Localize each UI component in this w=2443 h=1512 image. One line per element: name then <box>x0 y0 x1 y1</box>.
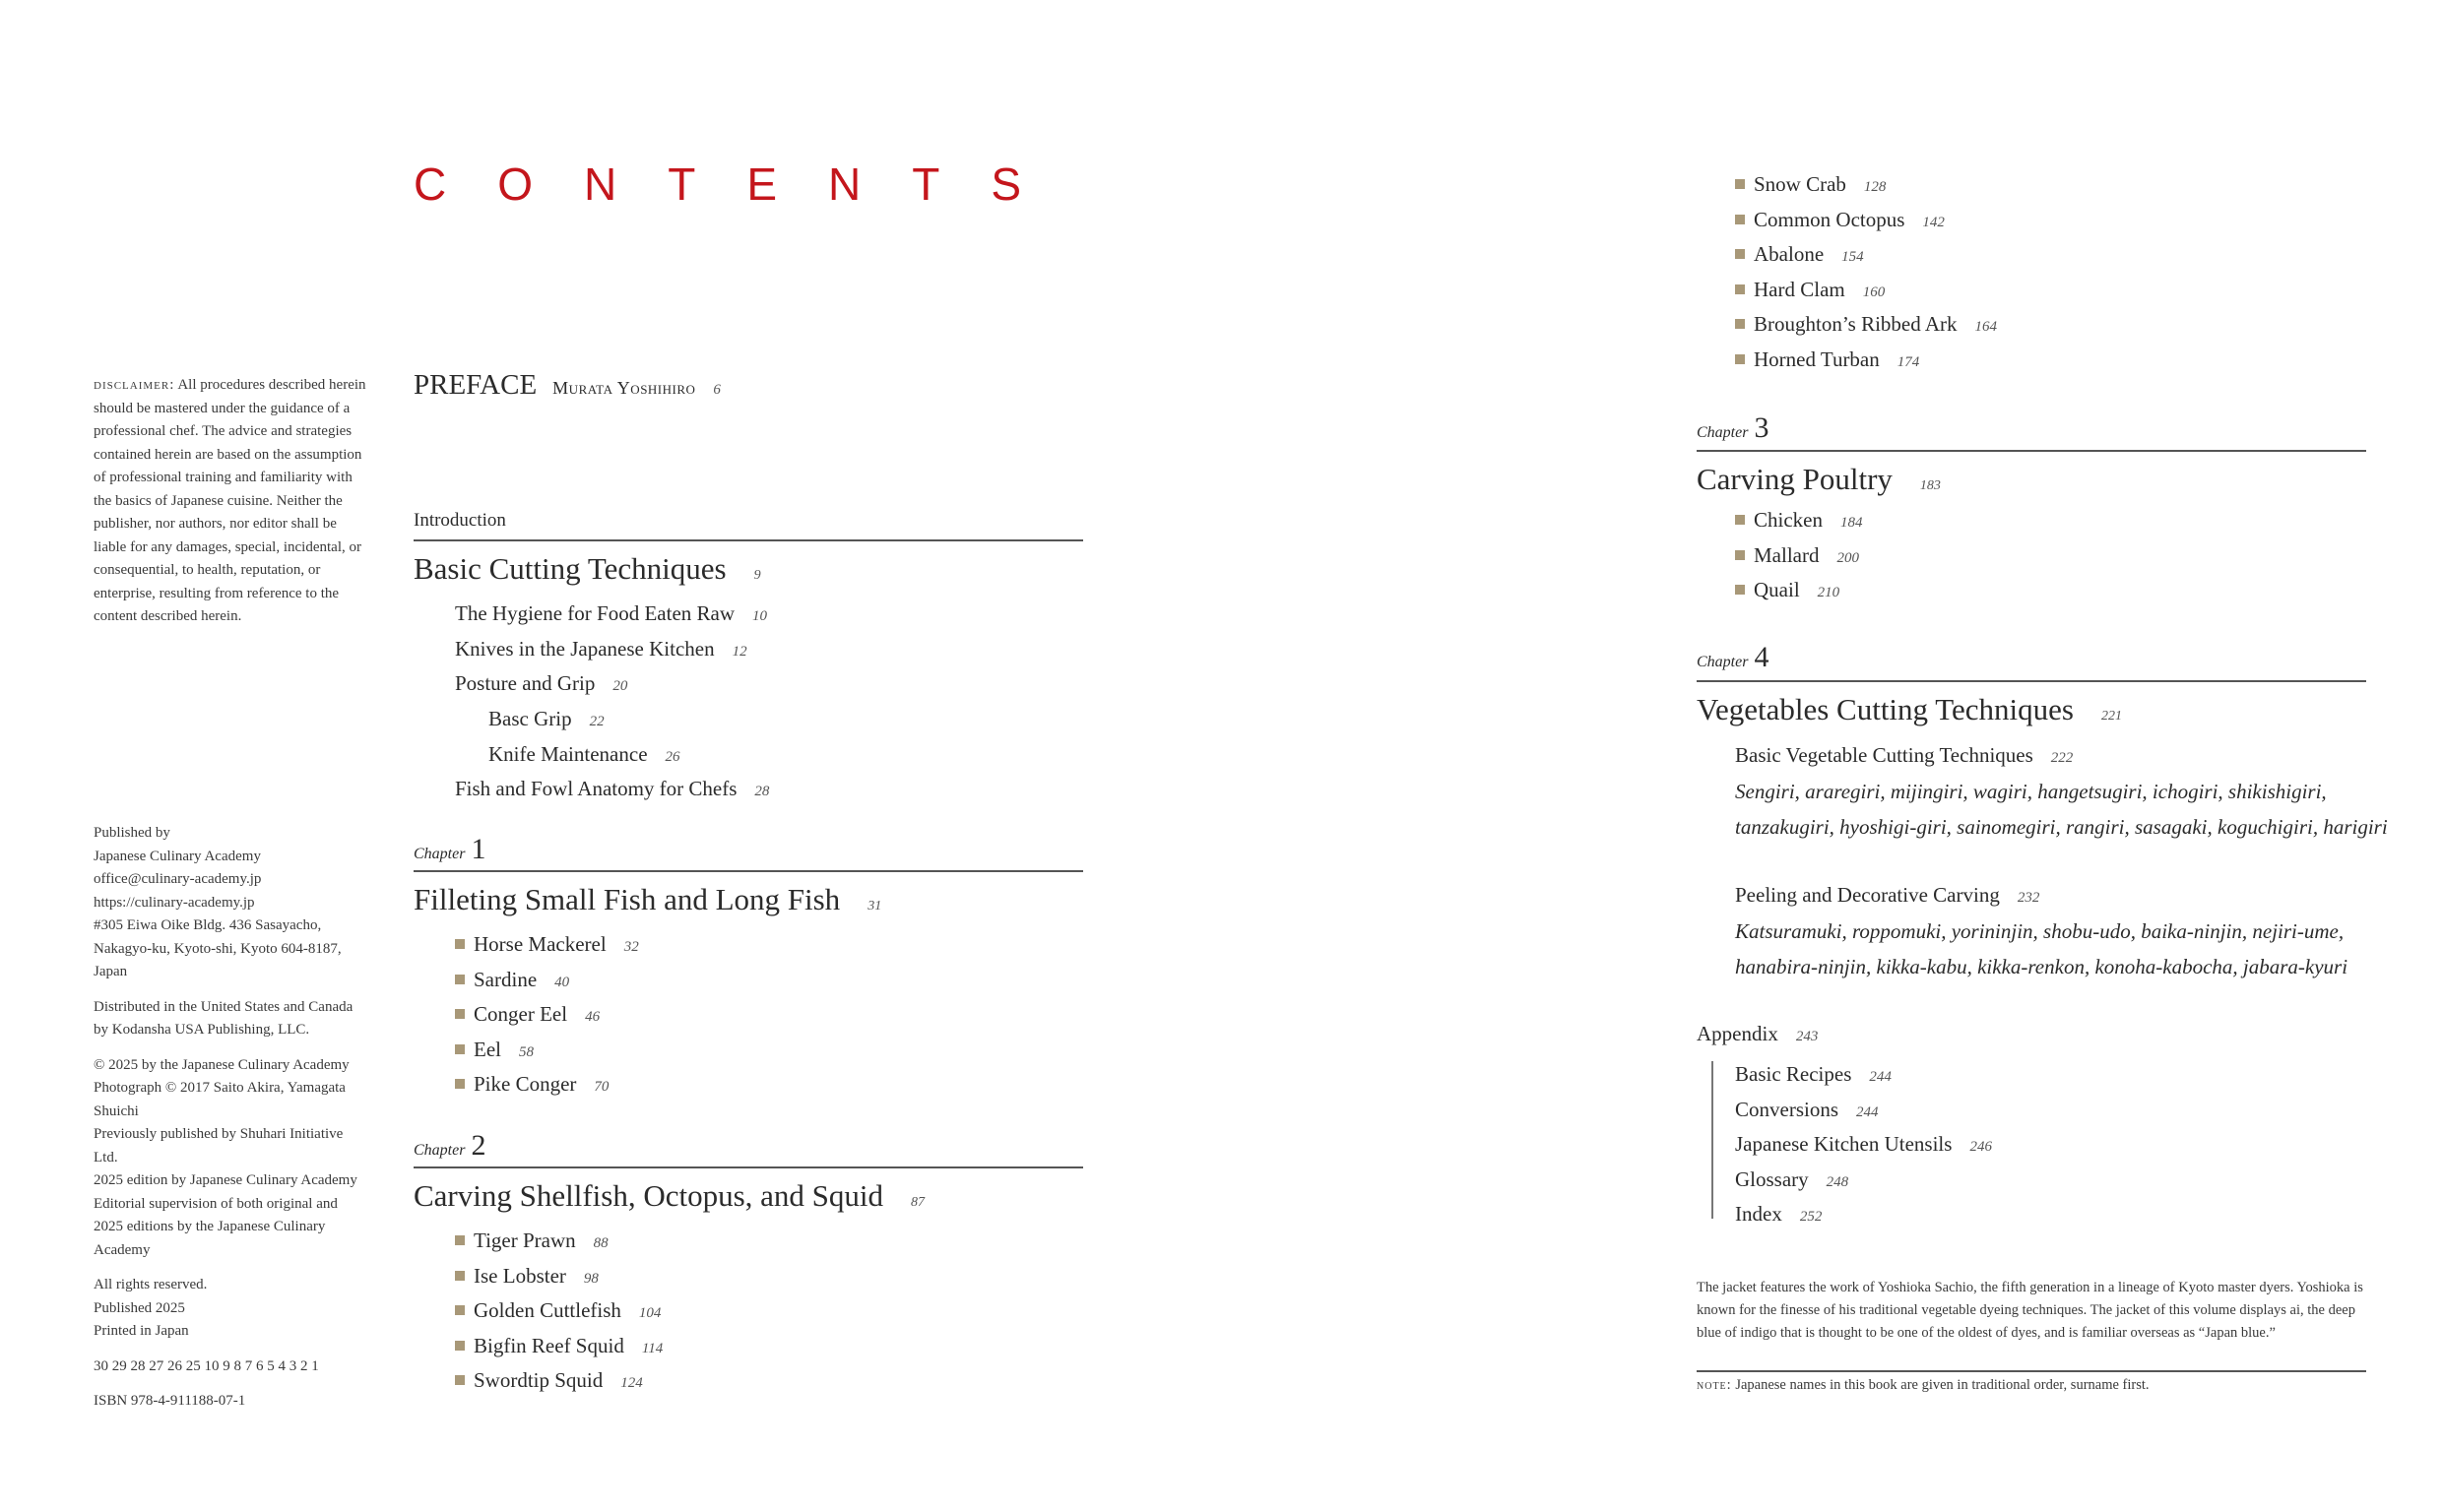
page-number: 87 <box>911 1195 926 1210</box>
heading-text: Appendix <box>1697 1022 1778 1045</box>
page-number: 210 <box>1817 585 1840 600</box>
page-number: 248 <box>1826 1173 1849 1190</box>
chapter-1-label <box>414 833 485 866</box>
page-number: 174 <box>1897 353 1920 370</box>
introduction-sublist <box>488 702 680 772</box>
toc-entry[interactable] <box>455 927 639 963</box>
toc-entry[interactable] <box>1735 538 1862 574</box>
appendix-list <box>1735 1057 1992 1232</box>
page-title: CONTENTS <box>414 158 1072 210</box>
chapter-number: 1 <box>471 833 486 865</box>
page-number: 88 <box>593 1235 609 1251</box>
page-number: 31 <box>868 899 882 914</box>
introduction-list <box>455 597 767 702</box>
page-number: 28 <box>754 784 770 799</box>
toc-heading-chapter-1[interactable] <box>414 882 881 917</box>
page-number: 142 <box>1922 214 1945 230</box>
entry-title: Knife Maintenance <box>488 741 648 766</box>
page-number: 184 <box>1839 515 1863 531</box>
toc-entry[interactable] <box>455 997 639 1033</box>
page-number: 10 <box>752 608 768 624</box>
copyright-line: Previously published by Shuhari Initiative Ltd. <box>94 1126 344 1166</box>
page-number: 46 <box>585 1009 601 1025</box>
toc-entry[interactable] <box>1735 738 2073 774</box>
entry-title: Quail <box>1754 578 1800 601</box>
toc-entry[interactable] <box>455 963 639 998</box>
toc-entry[interactable] <box>455 666 767 702</box>
page-number: 26 <box>665 748 680 765</box>
entry-title: Snow Crab <box>1754 172 1846 196</box>
entry-title: Ise Lobster <box>474 1263 566 1288</box>
page-number: 160 <box>1862 284 1886 300</box>
chapter-word: Chapter <box>414 1142 466 1159</box>
cutting-terms <box>1735 774 2388 845</box>
toc-entry[interactable] <box>1735 203 1997 238</box>
page-number: 222 <box>2050 750 2074 766</box>
chapter-3-label <box>1697 411 1768 445</box>
page-number: 164 <box>1974 319 1998 335</box>
toc-entry[interactable] <box>455 1067 639 1102</box>
toc-entry[interactable] <box>455 1363 663 1399</box>
page-number: 32 <box>623 939 639 955</box>
page-number: 244 <box>1869 1069 1892 1085</box>
page-number: 244 <box>1856 1103 1879 1120</box>
toc-entry[interactable] <box>1735 273 1997 308</box>
disclaimer <box>94 374 369 641</box>
copyright-line: Photograph © 2017 Saito Akira, Yamagata Shuichi <box>94 1080 346 1119</box>
toc-entry[interactable] <box>1735 1197 1992 1232</box>
entry-title: Knives in the Japanese Kitchen <box>455 636 715 661</box>
chapter-2-list <box>455 1224 663 1399</box>
toc-entry[interactable] <box>455 1224 663 1259</box>
chapter-word: Chapter <box>1697 424 1749 441</box>
entry-title: Horse Mackerel <box>474 932 607 956</box>
entry-title: Sardine <box>474 967 538 991</box>
entry-title: Tiger Prawn <box>474 1228 576 1252</box>
copyright-line: 2025 edition by Japanese Culinary Academy <box>94 1172 357 1188</box>
toc-heading-appendix[interactable] <box>1697 1022 1818 1046</box>
publisher-address: #305 Eiwa Oike Bldg. 436 Sasayacho, Nakagyo-ku, Kyoto-shi, Kyoto 604-8187, Japan <box>94 917 342 979</box>
note-text: Japanese names in this book are given in traditional order, surname first. <box>1735 1377 2150 1393</box>
jacket-note: The jacket features the work of Yoshioka Sachio, the fifth generation in a lineage of Kyoto master dyers. Yoshioka is known for the finesse of his traditional vegetable dyeing techniques. The jacket of this volume displays ai, the deep blue of indigo that is thought to be one of the oldest of dyes, and is familiar overseas as “Japan blue.” <box>1697 1280 2363 1341</box>
appendix-bar <box>1711 1061 1713 1219</box>
entry-title: Eel <box>474 1037 501 1061</box>
page-number: 243 <box>1795 1029 1819 1044</box>
page-number: 12 <box>732 643 747 660</box>
colophon <box>94 822 369 1425</box>
entry-title: Mallard <box>1754 542 1820 567</box>
entry-title: Index <box>1735 1202 1782 1226</box>
entry-title: Hard Clam <box>1754 277 1845 301</box>
rights-line: Published 2025 <box>94 1299 185 1316</box>
entry-title: Basc Grip <box>488 707 572 730</box>
toc-entry[interactable] <box>1735 1127 1992 1163</box>
names-note <box>1697 1377 2150 1394</box>
chapter-2-list-continued <box>1735 167 1997 377</box>
entry-title: Bigfin Reef Squid <box>474 1333 624 1357</box>
toc-entry[interactable] <box>1735 343 1997 378</box>
toc-heading-introduction[interactable] <box>414 551 761 587</box>
print-numbers: 30 29 28 27 26 25 10 9 8 7 6 5 4 3 2 1 <box>94 1357 319 1374</box>
chapter-3-list <box>1735 503 1862 608</box>
toc-entry[interactable] <box>455 1293 663 1329</box>
page-number: 232 <box>2017 890 2040 906</box>
toc-entry[interactable] <box>455 1033 639 1068</box>
publisher-line: Published by <box>94 825 170 841</box>
page-number: 246 <box>1969 1139 1992 1155</box>
divider <box>1697 1370 2366 1372</box>
toc-entry[interactable] <box>1735 1093 1992 1128</box>
entry-title: Posture and Grip <box>455 671 596 695</box>
toc-entry[interactable] <box>1735 237 1997 273</box>
publisher-email: office@culinary-academy.jp <box>94 871 262 887</box>
heading-text: Filleting Small Fish and Long Fish <box>414 882 841 916</box>
entry-title: The Hygiene for Food Eaten Raw <box>455 601 736 625</box>
toc-entry[interactable] <box>455 1259 663 1294</box>
toc-entry[interactable] <box>488 702 680 737</box>
divider <box>414 870 1083 872</box>
rights-line: All rights reserved. <box>94 1277 208 1292</box>
divider <box>414 539 1083 541</box>
entry-title: Fish and Fowl Anatomy for Chefs <box>455 777 738 800</box>
toc-entry[interactable] <box>1735 167 1997 203</box>
toc-heading-chapter-4[interactable] <box>1697 692 2122 727</box>
chapter-2-label <box>414 1129 485 1163</box>
disclaimer-label: disclaimer: <box>94 377 175 393</box>
rights-line: Printed in Japan <box>94 1323 189 1339</box>
entry-title: Basic Vegetable Cutting Techniques <box>1735 743 2033 767</box>
page-number: 98 <box>583 1270 599 1287</box>
preface-label: PREFACE <box>414 369 538 401</box>
terms-line: Katsuramuki, roppomuki, yorininjin, shobu-udo, baika-ninjin, nejiri-ume, <box>1735 919 2345 943</box>
page-number: 114 <box>641 1340 664 1356</box>
distribution-note: Distributed in the United States and Canada by Kodansha USA Publishing, LLC. <box>94 998 354 1038</box>
chapter-number: 3 <box>1754 411 1769 444</box>
isbn: ISBN 978-4-911188-07-1 <box>94 1393 246 1409</box>
chapter-1-list <box>455 927 639 1102</box>
entry-title: Conversions <box>1735 1097 1838 1121</box>
chapter-4-sub1 <box>1735 738 2073 774</box>
page-number: 124 <box>620 1375 643 1391</box>
divider <box>414 1166 1083 1168</box>
terms-line: Sengiri, araregiri, mijingiri, wagiri, hangetsugiri, ichogiri, shikishigiri, <box>1735 780 2327 803</box>
entry-title: Glossary <box>1735 1166 1809 1191</box>
toc-heading-chapter-2[interactable] <box>414 1178 925 1214</box>
entry-title: Common Octopus <box>1754 207 1905 231</box>
disclaimer-text: All procedures described herein should be mastered under the guidance of a professional chef. The advice and strategies contained herein are based on the assumption of professional training and familiarity with the basics of Japanese cuisine. Neither the publisher, nor authors, nor editor shall be liable for any damages, special, incidental, or consequential, to health, reputation, or enterprise, resulting from reference to the content described herein. <box>94 377 366 624</box>
page-number: 128 <box>1863 179 1887 195</box>
publisher-line: Japanese Culinary Academy <box>94 848 261 864</box>
heading-text: Carving Shellfish, Octopus, and Squid <box>414 1178 884 1213</box>
divider <box>1697 450 2366 452</box>
entry-title: Horned Turban <box>1754 346 1880 371</box>
entry-title: Golden Cuttlefish <box>474 1298 621 1322</box>
entry-title: Basic Recipes <box>1735 1062 1852 1086</box>
note-label: note: <box>1697 1377 1732 1393</box>
page-number: 22 <box>589 714 605 729</box>
entry-title: Abalone <box>1754 242 1825 266</box>
preface-author: Murata Yoshihiro <box>552 378 696 398</box>
page-number: 6 <box>713 382 721 398</box>
chapter-word: Chapter <box>414 846 466 862</box>
entry-title: Japanese Kitchen Utensils <box>1735 1132 1953 1156</box>
toc-entry[interactable] <box>1735 503 1862 538</box>
heading-text: Vegetables Cutting Techniques <box>1697 692 2074 726</box>
page-number: 252 <box>1799 1209 1823 1225</box>
toc-entry[interactable] <box>1735 1163 1992 1198</box>
heading-text: Carving Poultry <box>1697 462 1893 496</box>
entry-title: Broughton’s Ribbed Ark <box>1754 312 1958 336</box>
chapter-4-sub2 <box>1735 878 2039 914</box>
copyright-line: © 2025 by the Japanese Culinary Academy <box>94 1056 350 1073</box>
toc-entry[interactable] <box>1735 573 1862 608</box>
entry-title: Swordtip Squid <box>474 1368 604 1392</box>
page-number: 70 <box>594 1079 610 1095</box>
page-number: 154 <box>1841 249 1864 265</box>
copyright-line: Editorial supervision of both original and 2025 editions by the Japanese Culinary Academy <box>94 1195 338 1258</box>
carving-terms <box>1735 914 2347 984</box>
terms-line: tanzakugiri, hyoshigi-giri, sainomegiri, rangiri, sasagaki, koguchigiri, harigiri <box>1735 815 2388 839</box>
entry-title: Peeling and Decorative Carving <box>1735 883 2000 907</box>
toc-entry[interactable] <box>488 737 680 773</box>
introduction-list-end <box>455 772 769 807</box>
page-number: 183 <box>1919 478 1941 493</box>
chapter-number: 2 <box>471 1129 486 1162</box>
toc-entry[interactable] <box>1735 1057 1992 1093</box>
chapter-4-label <box>1697 641 1768 674</box>
toc-entry[interactable] <box>455 1329 663 1364</box>
page-number: 58 <box>518 1043 534 1060</box>
entry-title: Chicken <box>1754 508 1823 532</box>
chapter-word: Chapter <box>1697 654 1749 670</box>
page-number: 200 <box>1836 549 1859 566</box>
page-number: 20 <box>612 678 628 694</box>
toc-entry[interactable] <box>1735 307 1997 343</box>
terms-line: hanabira-ninjin, kikka-kabu, kikka-renkon, konoha-kabocha, jabara-kyuri <box>1735 955 2348 978</box>
heading-text: Basic Cutting Techniques <box>414 551 727 586</box>
entry-title: Conger Eel <box>474 1002 568 1026</box>
page-number: 221 <box>2100 709 2122 724</box>
toc-preface[interactable] <box>414 369 721 402</box>
divider <box>1697 680 2366 682</box>
toc-entry[interactable] <box>1735 878 2039 914</box>
toc-entry[interactable] <box>455 597 767 632</box>
toc-entry[interactable] <box>455 772 769 807</box>
page-number: 104 <box>638 1305 662 1321</box>
entry-title: Pike Conger <box>474 1072 577 1096</box>
toc-heading-chapter-3[interactable] <box>1697 462 1941 497</box>
toc-entry[interactable] <box>455 632 767 667</box>
introduction-label: Introduction <box>414 510 506 531</box>
publisher-url: https://culinary-academy.jp <box>94 894 255 911</box>
chapter-number: 4 <box>1754 641 1769 673</box>
page-number: 9 <box>753 568 761 583</box>
page-number: 40 <box>554 974 570 990</box>
